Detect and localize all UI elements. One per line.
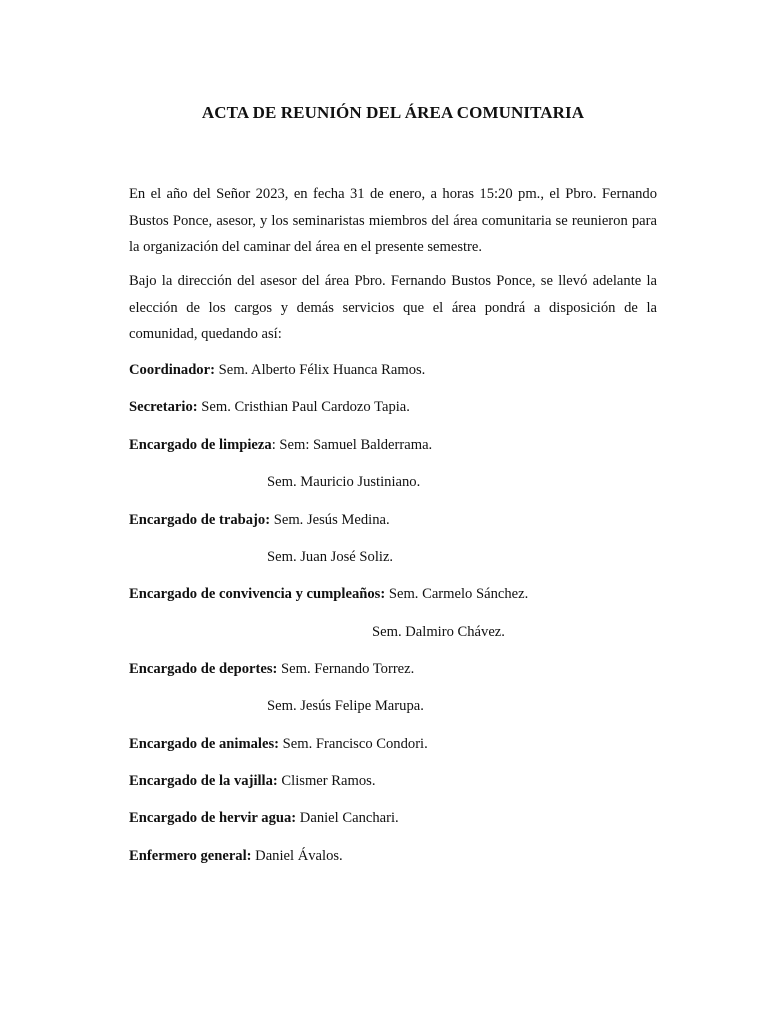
assignment-enfermero bbox=[129, 846, 343, 866]
assignment-limpieza bbox=[129, 435, 432, 455]
assignment-value: Sem. Francisco Condori. bbox=[279, 736, 428, 752]
assignment-value: Sem. Cristhian Paul Cardozo Tapia. bbox=[197, 399, 410, 415]
assignment-convivencia bbox=[129, 584, 528, 604]
assignment-label: Secretario: bbox=[129, 399, 198, 415]
election-paragraph: Bajo la dirección del asesor del área Pbro. Fernando Bustos Ponce, se llevó adelante la elección de los cargos y demás servicios que el área pondrá a disposición de la comunidad, quedando así: bbox=[129, 273, 657, 342]
assignment-value: Sem. Fernando Torrez. bbox=[277, 661, 415, 677]
assignment-label: Encargado de deportes: bbox=[129, 661, 278, 677]
assignment-limpieza-extra: Sem. Mauricio Justiniano. bbox=[267, 474, 421, 490]
assignment-label: Encargado de trabajo: bbox=[129, 512, 271, 528]
document-title: ACTA DE REUNIÓN DEL ÁREA COMUNITARIA bbox=[201, 103, 585, 122]
assignment-label: Encargado de animales: bbox=[129, 736, 279, 752]
assignment-convivencia-extra: Sem. Dalmiro Chávez. bbox=[372, 624, 505, 640]
assignment-label: Encargado de limpieza bbox=[129, 437, 272, 453]
assignment-agua bbox=[129, 808, 399, 828]
assignment-trabajo-extra: Sem. Juan José Soliz. bbox=[267, 549, 394, 565]
assignment-secretario bbox=[129, 397, 410, 417]
assignment-label: Encargado de convivencia y cumpleaños: bbox=[129, 586, 386, 602]
assignment-label: Encargado de hervir agua: bbox=[129, 810, 297, 826]
assignment-value: Sem. Carmelo Sánchez. bbox=[385, 586, 529, 602]
assignment-value: Daniel Canchari. bbox=[296, 810, 399, 826]
assignment-deportes-extra: Sem. Jesús Felipe Marupa. bbox=[267, 698, 424, 714]
intro-paragraph: En el año del Señor 2023, en fecha 31 de enero, a horas 15:20 pm., el Pbro. Fernando Bustos Ponce, asesor, y los seminaristas miembros del área comunitaria se reunieron para la organización del caminar del área en el presente semestre. bbox=[129, 186, 657, 255]
assignment-vajilla bbox=[129, 771, 375, 791]
assignment-label: Enfermero general: bbox=[129, 848, 252, 864]
assignment-value: Sem. Jesús Medina. bbox=[270, 512, 390, 528]
assignment-label: Encargado de la vajilla: bbox=[129, 773, 278, 789]
assignment-trabajo bbox=[129, 510, 390, 530]
assignment-value: Daniel Ávalos. bbox=[251, 848, 343, 864]
assignment-label: Coordinador: bbox=[129, 362, 215, 378]
assignment-animales bbox=[129, 734, 428, 754]
assignment-value: Sem. Alberto Félix Huanca Ramos. bbox=[214, 362, 426, 378]
assignment-value: Clismer Ramos. bbox=[277, 773, 376, 789]
assignment-value: : Sem: Samuel Balderrama. bbox=[271, 437, 433, 453]
assignment-coordinador bbox=[129, 360, 425, 380]
assignment-deportes bbox=[129, 659, 414, 679]
